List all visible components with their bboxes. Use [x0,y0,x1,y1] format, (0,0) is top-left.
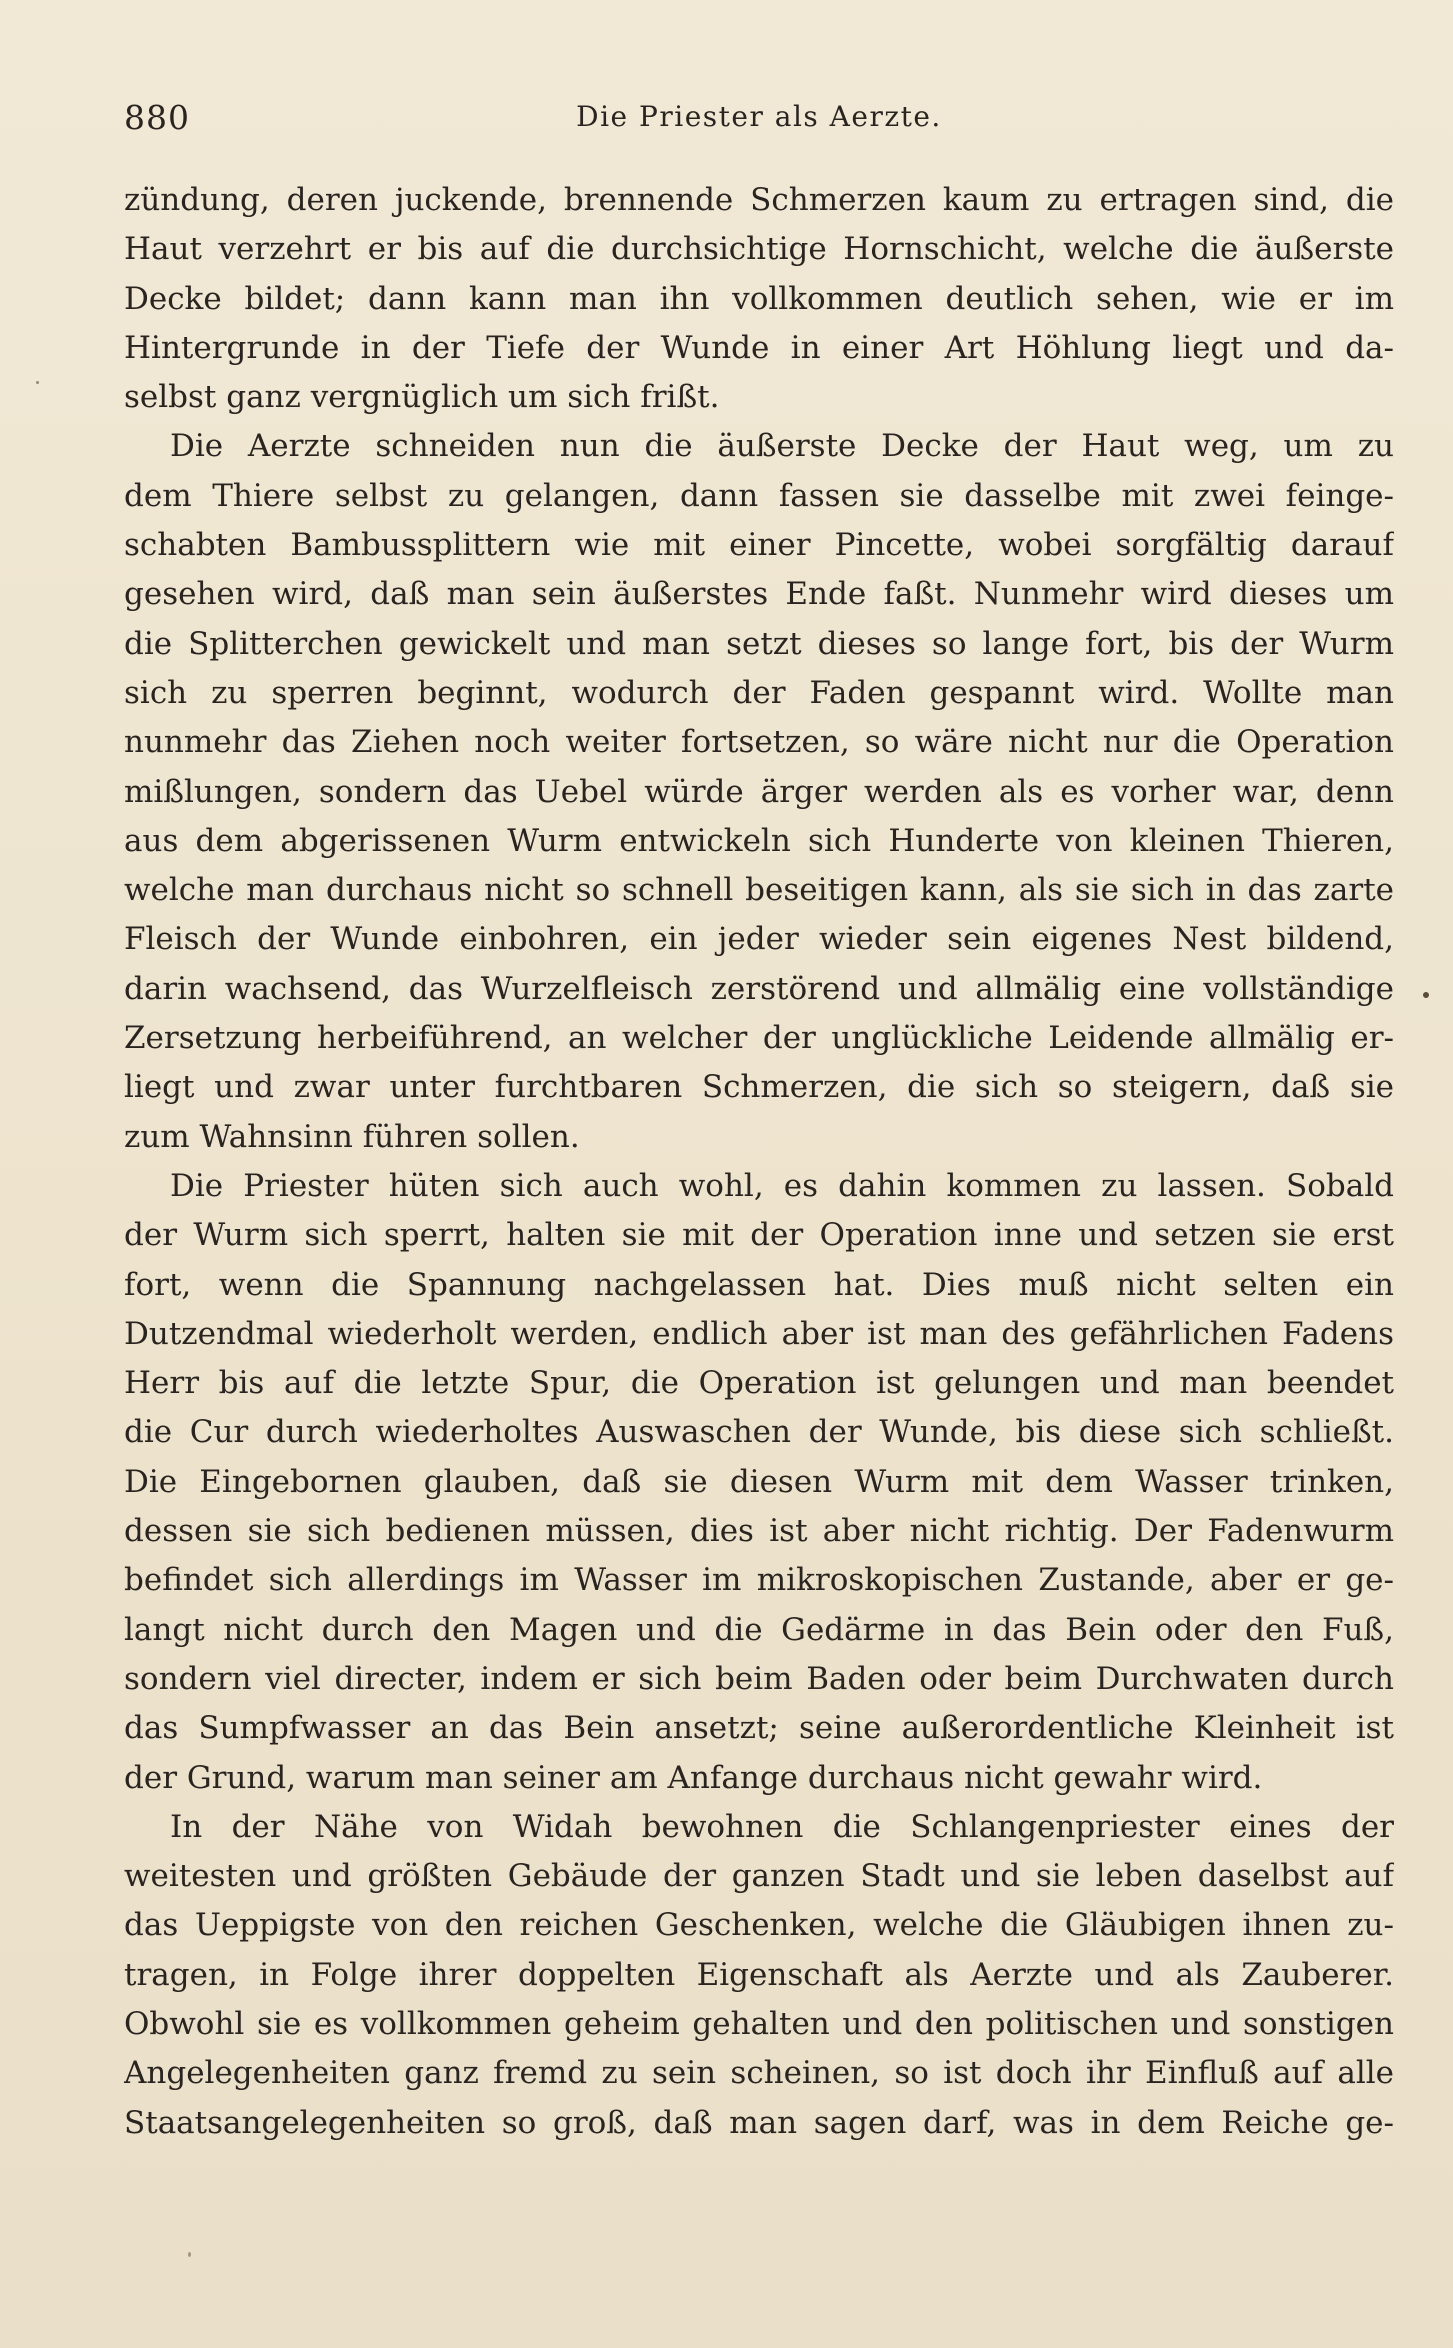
running-title: Die Priester als Aerzte. [576,100,942,133]
text-line: zündung, deren juckende, brennende Schmerzen kaum zu ertragen sind, die [124,182,1394,218]
text-line: langt nicht durch den Magen und die Gedärme in das Bein oder den Fuß, [124,1611,1394,1648]
paragraph-first-line: In der Nähe von Widah bewohnen die Schlangenpriester eines der [170,1808,1394,1845]
text-line: weitesten und größten Gebäude der ganzen Stadt und sie leben daselbst auf [124,1858,1394,1895]
ink-speck [36,381,39,384]
text-line: schabten Bambussplittern wie mit einer Pincette, wobei sorgfältig darauf [124,527,1394,564]
text-line: selbst ganz vergnüglich um sich frißt. [124,379,720,416]
paragraph-first-line: Die Aerzte schneiden nun die äußerste Decke der Haut weg, um zu [170,428,1394,465]
text-line: dessen sie sich bedienen müssen, dies ist aber nicht richtig. Der Fadenwurm [124,1513,1394,1550]
text-line: liegt und zwar unter furchtbaren Schmerzen, die sich so steigern, daß sie [124,1069,1394,1106]
ink-speck [188,2252,191,2257]
text-line: Haut verzehrt er bis auf die durchsichtige Hornschicht, welche die äußerste [124,231,1394,268]
text-line: welche man durchaus nicht so schnell beseitigen kann, als sie sich in das zarte [124,872,1394,909]
text-line: Obwohl sie es vollkommen geheim gehalten und den politischen und sonstigen [124,2005,1394,2042]
text-line: Decke bildet; dann kann man ihn vollkommen deutlich sehen, wie er im [124,280,1394,317]
page-number: 880 [124,98,190,137]
text-line: das Ueppigste von den reichen Geschenken, welche die Gläubigen ihnen zu- [124,1907,1394,1944]
text-line: Fleisch der Wunde einbohren, ein jeder wieder sein eigenes Nest bildend, [124,921,1394,958]
text-line: die Splitterchen gewickelt und man setzt dieses so lange fort, bis der Wurm [124,625,1394,662]
text-line: aus dem abgerissenen Wurm entwickeln sich Hunderte von kleinen Thieren, [124,822,1394,859]
text-line: fort, wenn die Spannung nachgelassen hat. Dies muß nicht selten ein [124,1266,1394,1303]
page-header [124,98,1394,148]
text-line: Zersetzung herbeiführend, an welcher der unglückliche Leidende allmälig er- [124,1020,1394,1057]
text-line: darin wachsend, das Wurzelfleisch zerstörend und allmälig eine vollständige [124,970,1394,1007]
text-line: tragen, in Folge ihrer doppelten Eigenschaft als Aerzte und als Zauberer. [124,1956,1394,1993]
text-line: sich zu sperren beginnt, wodurch der Faden gespannt wird. Wollte man [124,674,1394,711]
text-line: das Sumpfwasser an das Bein ansetzt; seine außerordentliche Kleinheit ist [124,1710,1394,1747]
text-line: zum Wahnsinn führen sollen. [124,1118,580,1155]
text-line: Hintergrunde in der Tiefe der Wunde in einer Art Höhlung liegt und da- [124,329,1394,366]
text-line: Dutzendmal wiederholt werden, endlich aber ist man des gefährlichen Fadens [124,1315,1394,1352]
text-line: der Grund, warum man seiner am Anfange durchaus nicht gewahr wird. [124,1759,1263,1796]
text-line: befindet sich allerdings im Wasser im mikroskopischen Zustande, aber er ge- [124,1562,1394,1599]
ink-speck [1423,992,1429,998]
text-line: gesehen wird, daß man sein äußerstes Ende faßt. Nunmehr wird dieses um [124,576,1394,613]
text-line: der Wurm sich sperrt, halten sie mit der Operation inne und setzen sie erst [124,1217,1394,1254]
body-text [124,176,1394,2148]
text-line: sondern viel directer, indem er sich beim Baden oder beim Durchwaten durch [124,1660,1394,1697]
text-line: mißlungen, sondern das Uebel würde ärger werden als es vorher war, denn [124,773,1394,810]
text-line: dem Thiere selbst zu gelangen, dann fassen sie dasselbe mit zwei feinge- [124,477,1394,514]
text-line: Herr bis auf die letzte Spur, die Operation ist gelungen und man beendet [124,1365,1394,1402]
paragraph-first-line: Die Priester hüten sich auch wohl, es dahin kommen zu lassen. Sobald [170,1167,1394,1204]
text-line: Die Eingebornen glauben, daß sie diesen Wurm mit dem Wasser trinken, [124,1463,1394,1500]
text-line: Staatsangelegenheiten so groß, daß man sagen darf, was in dem Reiche ge- [124,2104,1394,2141]
text-line: Angelegenheiten ganz fremd zu sein scheinen, so ist doch ihr Einfluß auf alle [124,2055,1394,2092]
text-line: die Cur durch wiederholtes Auswaschen der Wunde, bis diese sich schließt. [124,1414,1394,1451]
text-line: nunmehr das Ziehen noch weiter fortsetzen, so wäre nicht nur die Operation [124,724,1394,761]
